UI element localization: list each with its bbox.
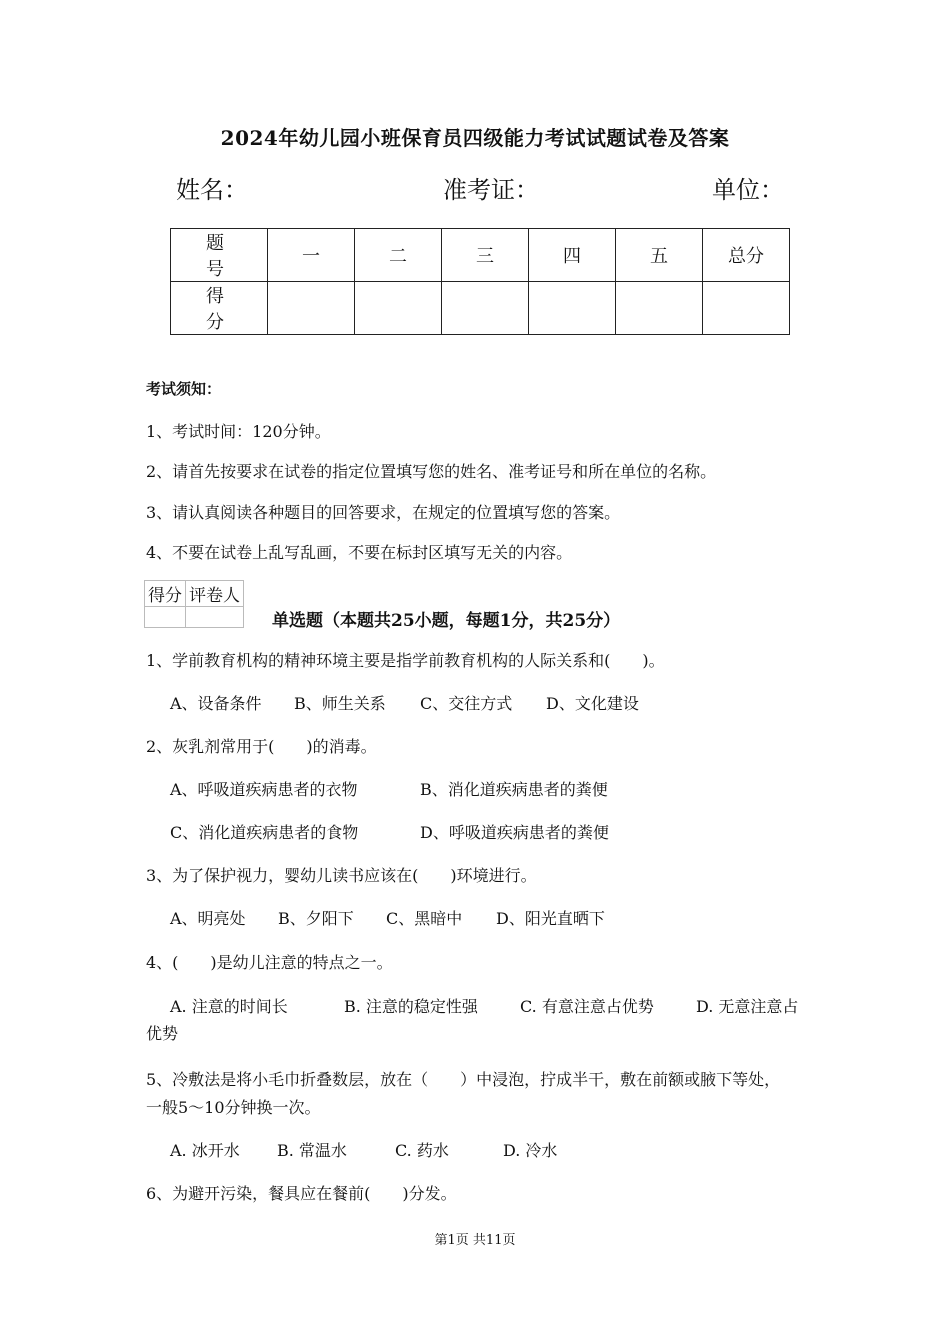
option: D. 冷水 <box>503 1141 558 1160</box>
notice-item: 1、考试时间：120分钟。 <box>146 422 331 441</box>
option: D. 无意注意占 <box>696 997 799 1016</box>
option: C. 药水 <box>395 1141 449 1160</box>
question-stem: 2、灰乳剂常用于( )的消毒。 <box>146 737 377 756</box>
question-options <box>170 820 609 843</box>
grader-score-cell[interactable] <box>145 607 186 628</box>
option: A、呼吸道疾病患者的衣物 <box>170 780 358 799</box>
score-cell[interactable] <box>268 282 355 335</box>
score-cell[interactable] <box>355 282 442 335</box>
option: C、交往方式 <box>420 694 513 713</box>
section-title: 单选题（本题共25小题，每题1分，共25分） <box>272 611 621 631</box>
question-options <box>170 994 798 1017</box>
grader-reviewer-cell[interactable] <box>186 607 244 628</box>
option: B. 注意的稳定性强 <box>344 997 478 1016</box>
option: C. 有意注意占优势 <box>520 997 654 1016</box>
exam-id-field-label: 准考证： <box>443 176 539 204</box>
score-cell[interactable] <box>616 282 703 335</box>
option: B. 常温水 <box>277 1141 347 1160</box>
score-table-header-cell: 五 <box>616 229 703 282</box>
option: A. 冰开水 <box>170 1141 240 1160</box>
question-stem: 5、冷敷法是将小毛巾折叠数层，放在（ ）中浸泡，拧成半干，敷在前额或腋下等处， <box>146 1070 781 1089</box>
grader-score-label: 得分 <box>145 581 186 607</box>
option: B、消化道疾病患者的粪便 <box>420 780 608 799</box>
score-table-header-cell: 二 <box>355 229 442 282</box>
option: A、明亮处 <box>170 909 246 928</box>
score-table-header-cell: 总分 <box>703 229 790 282</box>
grader-box <box>144 580 244 628</box>
score-table-header-row <box>171 229 790 282</box>
question-stem-continued: 一般5～10分钟换一次。 <box>146 1098 321 1117</box>
notice-title: 考试须知： <box>146 380 222 398</box>
score-cell[interactable] <box>703 282 790 335</box>
score-cell[interactable] <box>442 282 529 335</box>
grader-reviewer-label: 评卷人 <box>186 581 244 607</box>
score-table-header-cell: 题 号 <box>171 229 268 282</box>
score-table-header-cell: 三 <box>442 229 529 282</box>
score-row-label: 得 分 <box>171 282 268 335</box>
score-table-header-cell: 四 <box>529 229 616 282</box>
score-cell[interactable] <box>529 282 616 335</box>
question-options <box>170 777 608 800</box>
unit-field-label: 单位： <box>712 176 784 204</box>
question-stem: 3、为了保护视力，婴幼儿读书应该在( )环境进行。 <box>146 866 537 885</box>
notice-item: 2、请首先按要求在试卷的指定位置填写您的姓名、准考证号和所在单位的名称。 <box>146 462 717 481</box>
option: A、设备条件 <box>170 694 262 713</box>
option: C、黑暗中 <box>386 909 463 928</box>
option-wrap-text: 优势 <box>146 1024 179 1043</box>
option: D、阳光直晒下 <box>496 909 605 928</box>
question-stem: 1、学前教育机构的精神环境主要是指学前教育机构的人际关系和( )。 <box>146 651 665 670</box>
score-table-header-cell: 一 <box>268 229 355 282</box>
option: B、师生关系 <box>294 694 386 713</box>
name-field-label: 姓名： <box>176 176 248 204</box>
option: B、夕阳下 <box>278 909 354 928</box>
option: A. 注意的时间长 <box>170 997 288 1016</box>
question-stem: 4、( )是幼儿注意的特点之一。 <box>146 953 393 972</box>
notice-item: 3、请认真阅读各种题目的回答要求，在规定的位置填写您的答案。 <box>146 503 621 522</box>
option: D、文化建设 <box>546 694 639 713</box>
question-options <box>170 1138 557 1161</box>
question-options <box>170 906 605 929</box>
document-title: 2024年幼儿园小班保育员四级能力考试试题试卷及答案 <box>220 126 730 150</box>
notice-item: 4、不要在试卷上乱写乱画，不要在标封区填写无关的内容。 <box>146 543 573 562</box>
score-table <box>170 228 790 335</box>
option: C、消化道疾病患者的食物 <box>170 823 359 842</box>
question-options <box>170 691 639 714</box>
question-stem: 6、为避开污染，餐具应在餐前( )分发。 <box>146 1184 457 1203</box>
option: D、呼吸道疾病患者的粪便 <box>420 823 609 842</box>
page-footer: 第1页 共11页 <box>434 1233 516 1248</box>
score-table-score-row <box>171 282 790 335</box>
